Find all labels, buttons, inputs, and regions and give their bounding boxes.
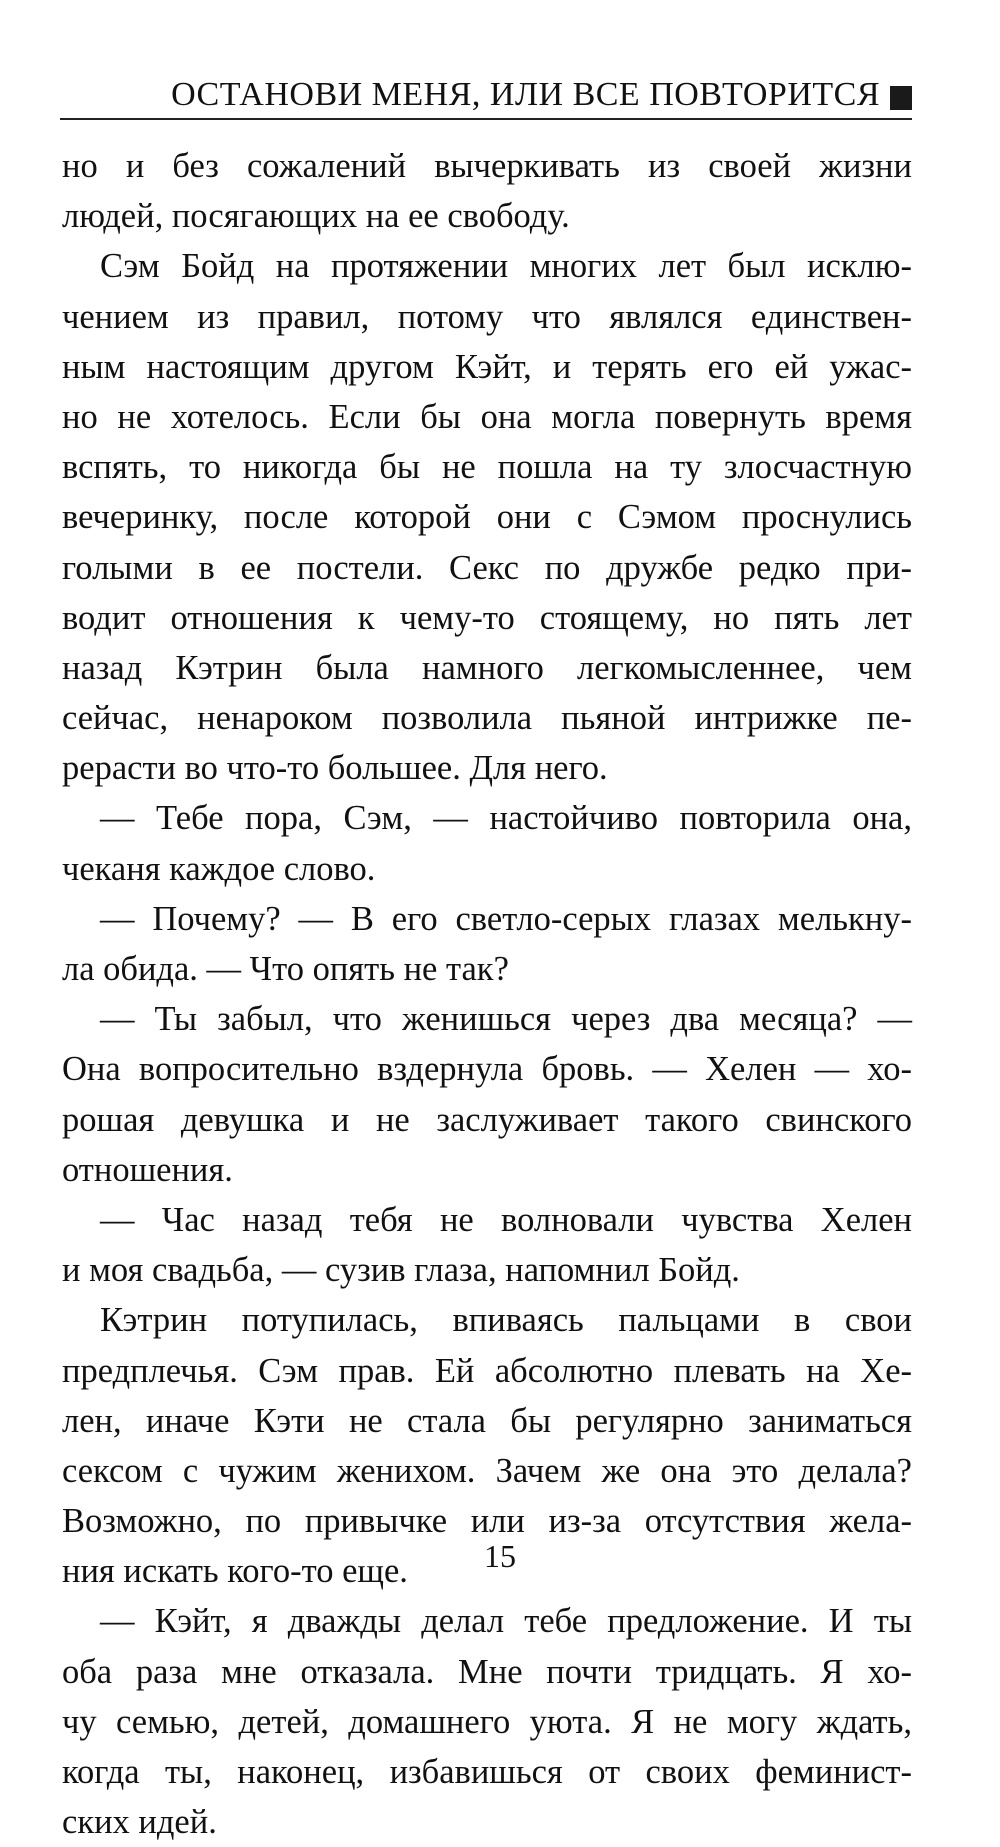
text-line: Возможно, по привычке или из-за отсутствия жела- — [62, 1502, 912, 1541]
running-header — [60, 78, 912, 120]
text-line: чением из правил, потому что являлся единствен- — [62, 297, 912, 336]
text-line: Сэм Бойд на протяжении многих лет был исклю- — [100, 247, 912, 286]
header-square-marker — [890, 86, 912, 110]
body-text — [62, 141, 912, 1847]
text-line: водит отношения к чему-то стоящему, но пять лет — [62, 598, 912, 637]
text-line: сексом с чужим женихом. Зачем же она это делала? — [62, 1451, 912, 1490]
text-line: вспять, то никогда бы не пошла на ту злосчастную — [62, 448, 912, 487]
text-line: лен, иначе Кэти не стала бы регулярно заниматься — [62, 1401, 912, 1440]
text-line: когда ты, наконец, избавишься от своих феминист- — [62, 1753, 912, 1791]
text-line: Она вопросительно вздернула бровь. — Хелен — хо- — [62, 1050, 912, 1089]
text-line: отношения. — [62, 1150, 233, 1189]
text-line: ным настоящим другом Кэйт, и терять его ей ужас- — [62, 347, 912, 386]
text-line: — Тебе пора, Сэм, — настойчиво повторила она, — [100, 799, 912, 838]
text-line: голыми в ее постели. Секс по дружбе редко при- — [62, 548, 912, 587]
text-line: — Почему? — В его светло-серых глазах мелькну- — [100, 899, 912, 938]
page-number: 15 — [484, 1538, 516, 1574]
text-line: сейчас, ненароком позволила пьяной интрижке пе- — [62, 699, 912, 738]
text-line: ла обида. — Что опять не так? — [62, 950, 509, 988]
text-line: но не хотелось. Если бы она могла повернуть время — [62, 397, 912, 436]
text-line: ния искать кого-то еще. — [62, 1552, 408, 1591]
text-line: и моя свадьба, — сузив глаза, напомнил Бойд. — [62, 1251, 740, 1290]
text-line: рерасти во что-то большее. Для него. — [62, 749, 608, 788]
text-line: ских идей. — [62, 1803, 217, 1842]
text-line: назад Кэтрин была намного легкомысленнее, чем — [62, 648, 912, 687]
text-line: вечеринку, после которой они с Сэмом проснулись — [62, 498, 912, 537]
text-line: — Кэйт, я дважды делал тебе предложение. И ты — [100, 1602, 912, 1641]
text-line: людей, посягающих на ее свободу. — [62, 197, 570, 236]
text-line: оба раза мне отказала. Мне почти тридцать. Я хо- — [62, 1652, 912, 1691]
text-line: — Час назад тебя не волновали чувства Хелен — [100, 1200, 912, 1239]
text-line: но и без сожалений вычеркивать из своей жизни — [62, 147, 912, 185]
text-line: Кэтрин потупилась, впиваясь пальцами в свои — [100, 1301, 912, 1340]
text-line: рошая девушка и не заслуживает такого свинского — [62, 1100, 912, 1139]
text-line: чу семью, детей, домашнего уюта. Я не могу ждать, — [62, 1702, 912, 1741]
running-header-title: ОСТАНОВИ МЕНЯ, ИЛИ ВСЕ ПОВТОРИТСЯ — [171, 76, 880, 113]
text-line: чеканя каждое слово. — [62, 849, 376, 888]
text-line: — Ты забыл, что женишься через два месяца? — — [100, 1000, 912, 1039]
text-line: предплечья. Сэм прав. Ей абсолютно плевать на Хе- — [62, 1351, 912, 1390]
